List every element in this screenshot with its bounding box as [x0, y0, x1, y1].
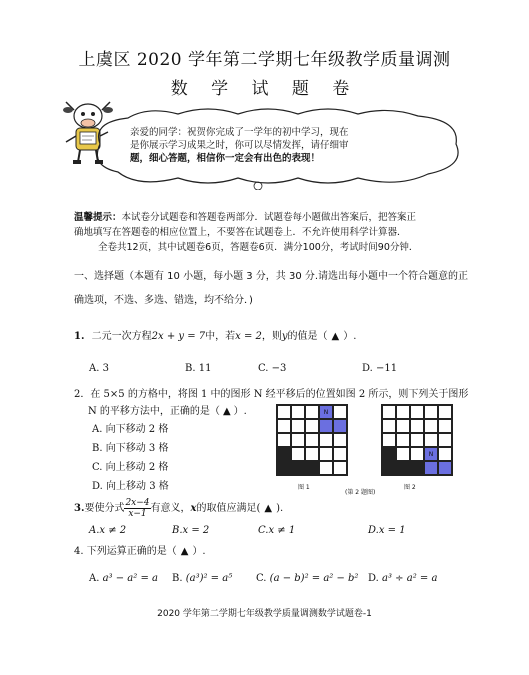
- question-1: [74, 330, 474, 344]
- grid-n-label-2: N: [424, 447, 438, 461]
- q3-option-a: A.x ≠ 2: [89, 525, 127, 536]
- section-line-1: 一、选择题（本题有 10 小题，每小题 3 分，共 30 分.请选出每小题中一个符合题意的正: [74, 271, 469, 282]
- q1-text-e: ）.: [343, 331, 357, 342]
- q3-text-c: 的取值应满足(: [196, 502, 261, 514]
- q3-text-a: 要使分式: [84, 502, 125, 514]
- q3-denominator: x−1: [128, 509, 147, 519]
- figure-2-caption: (第 2 题图): [345, 489, 376, 496]
- q2-option-a: A. 向下移动 2 格: [92, 424, 169, 435]
- q3-answer-mark: ▲: [264, 502, 273, 514]
- grid-n-label: N: [319, 405, 333, 419]
- cloud-text: [130, 126, 460, 165]
- q4-option-c: C. (a − b)² = a² − b²: [256, 573, 359, 584]
- notice-label: 温馨提示：: [74, 212, 122, 223]
- q1-answer-mark: ▲: [331, 331, 340, 342]
- q3-text-b: 有意义，: [150, 502, 191, 514]
- q4-option-d: D. a³ ÷ a² = a: [368, 573, 438, 584]
- figure-1-caption: 图 1: [298, 484, 310, 491]
- q4-text-b: ）.: [192, 546, 206, 557]
- question-4: [74, 545, 206, 559]
- q2-option-d: D. 向上移动 3 格: [92, 481, 169, 492]
- q4-text: 4. 下列运算正确的是（: [74, 546, 177, 557]
- q1-var: y: [281, 331, 288, 342]
- exam-subtitle: 数 学 试 题 卷: [170, 79, 359, 99]
- cloud-line-3: 题，细心答题，相信你一定会有出色的表现！: [130, 153, 321, 164]
- q3-var: x: [190, 502, 197, 514]
- q4-answer-mark: ▲: [180, 546, 189, 557]
- q2-line-1: 2．在 5×5 的方格中，将图 1 中的图形 N 经平移后的位置如图 2 所示，则下列关于图形: [74, 389, 469, 400]
- q4-option-b: B. (a³)² = a⁵: [172, 573, 233, 584]
- q3-number: 3.: [74, 502, 85, 514]
- q2-line-2a: N 的平移方法中，正确的是（: [88, 406, 220, 417]
- q1-text-c: ，则: [261, 331, 282, 342]
- exam-title: 上虞区 2020 学年第二学期七年级教学质量调测: [78, 50, 451, 70]
- q3-fraction: [124, 498, 150, 519]
- q1-text-d: 的值是（: [287, 331, 328, 342]
- q2-option-b: B. 向下移动 3 格: [92, 443, 169, 454]
- cloud-line-1: 亲爱的同学：祝贺你完成了一学年的初中学习，现在: [130, 127, 349, 138]
- notice: [74, 211, 474, 254]
- q1-text-b: 中，若: [205, 331, 236, 342]
- q3-text-d: ).: [276, 502, 284, 514]
- q1-option-d: D. −11: [362, 363, 398, 374]
- q1-text-a: 二元一次方程: [91, 331, 152, 342]
- q1-equation: 2x + y = 7: [151, 331, 206, 342]
- q1-option-c: C. −3: [258, 363, 287, 374]
- figure-2-grid: [381, 404, 453, 476]
- q3-option-d: D.x = 1: [368, 525, 406, 536]
- q1-condition: x = 2: [235, 331, 262, 342]
- figure-3-caption: 图 2: [404, 484, 416, 491]
- section-heading: [74, 270, 484, 308]
- q3-numerator: 2x−4: [125, 498, 150, 508]
- q2-line-2b: ）.: [233, 406, 247, 417]
- q1-option-a: A. 3: [89, 363, 109, 374]
- q1-option-b: B. 11: [185, 363, 212, 374]
- notice-line-1: 本试卷分试题卷和答题卷两部分．试题卷每小题做出答案后，把答案正: [121, 212, 417, 223]
- notice-line-3: 全卷共12页，其中试题卷6页，答题卷6页．满分100分，考试时间90分钟．: [98, 242, 419, 253]
- question-3: [74, 498, 484, 519]
- q2-answer-mark: ▲: [222, 406, 231, 417]
- q4-option-a: A. a³ − a² = a: [89, 573, 158, 584]
- section-line-2: 确选项，不选、多选、错选，均不给分．): [74, 295, 253, 306]
- q3-option-c: C.x ≠ 1: [258, 525, 296, 536]
- figure-1-grid: [276, 404, 348, 476]
- q2-option-c: C. 向上移动 2 格: [92, 462, 169, 473]
- q1-number: 1.: [74, 331, 85, 342]
- q3-option-b: B.x = 2: [172, 525, 210, 536]
- notice-line-2: 确地填写在答题卷的相应位置上，不要答在试题卷上．不允许使用科学计算器．: [74, 227, 407, 238]
- page-footer: 2020 学年第二学期七年级教学质量调测数学试题卷-1: [157, 609, 372, 619]
- cloud-line-2: 是你展示学习成果之时，你可以尽情发挥，请仔细审: [130, 140, 349, 151]
